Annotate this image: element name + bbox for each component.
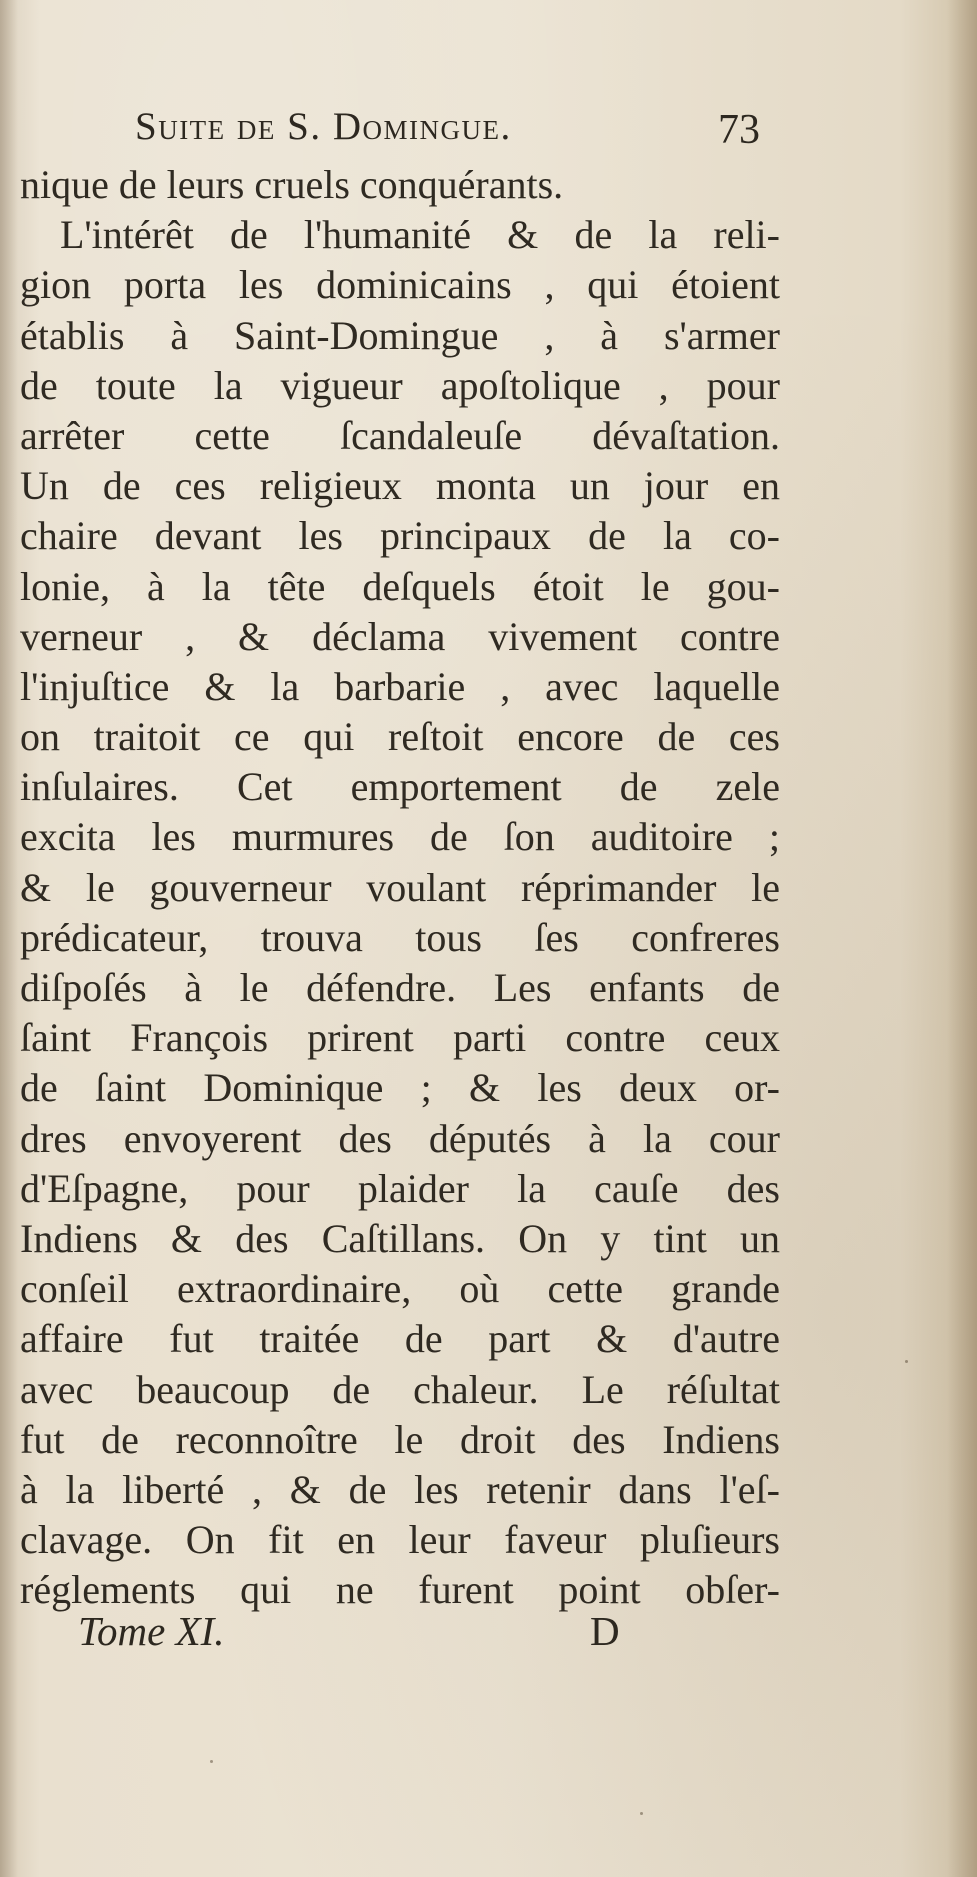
- text-line: Un de ces religieux monta un jour en: [20, 463, 780, 509]
- text-line: affaire fut traitée de part & d'autre: [20, 1316, 780, 1362]
- text-line: réglements qui ne furent point obſer-: [20, 1567, 780, 1613]
- text-line: diſpoſés à le défendre. Les enfants de: [20, 965, 780, 1010]
- text-line: on traitoit ce qui reſtoit encore de ces: [20, 714, 780, 760]
- signature-mark: D: [590, 1608, 620, 1654]
- paper-speck: [905, 1360, 908, 1363]
- text-line: inſulaires. Cet emportement de zele: [20, 764, 780, 810]
- body-text: [20, 160, 780, 1615]
- text-line: à la liberté , & de les retenir dans l'eſ-: [20, 1466, 780, 1512]
- text-line: établis à Saint-Domingue , à s'armer: [20, 312, 780, 358]
- text-line: l'injuſtice & la barbarie , avec laquelle: [20, 663, 780, 709]
- text-line: gion porta les dominicains , qui étoient: [20, 262, 780, 308]
- text-line: prédicateur, trouva tous ſes confreres: [20, 914, 780, 960]
- running-head: [0, 100, 977, 160]
- text-line: dres envoyerent des députés à la cour: [20, 1115, 780, 1161]
- text-line: L'intérêt de l'humanité & de la reli-: [60, 212, 780, 258]
- text-line: clavage. On fit en leur faveur pluſieurs: [20, 1517, 780, 1563]
- text-line: Indiens & des Caſtillans. On y tint un: [20, 1215, 780, 1261]
- page-number: 73: [718, 107, 760, 153]
- text-line: d'Eſpagne, pour plaider la cauſe des: [20, 1165, 780, 1211]
- running-head-title: Suite de S. Domingue.: [135, 105, 512, 148]
- page-footer: [0, 1607, 977, 1667]
- text-line: excita les murmures de ſon auditoire ;: [20, 814, 780, 860]
- gutter-shadow: [0, 0, 18, 1877]
- text-line: arrêter cette ſcandaleuſe dévaſtation.: [20, 412, 780, 458]
- paper-speck: [210, 1760, 213, 1763]
- text-line: avec beaucoup de chaleur. Le réſultat: [20, 1366, 780, 1412]
- text-line: & le gouverneur voulant réprimander le: [20, 864, 780, 910]
- text-line: de ſaint Dominique ; & les deux or-: [20, 1065, 780, 1111]
- text-line: conſeil extraordinaire, où cette grande: [20, 1266, 780, 1312]
- page-edge-shadow: [947, 0, 977, 1877]
- paper-speck: [640, 1812, 643, 1815]
- text-line: fut de reconnoître le droit des Indiens: [20, 1416, 780, 1462]
- volume-label: Tome XI.: [78, 1608, 225, 1654]
- text-line: nique de leurs cruels conquérants.: [20, 162, 564, 207]
- text-line: lonie, à la tête deſquels étoit le gou-: [20, 563, 780, 609]
- text-line: de toute la vigueur apoſtolique , pour: [20, 362, 780, 408]
- text-line: verneur , & déclama vivement contre: [20, 613, 780, 659]
- text-line: ſaint François prirent parti contre ceux: [20, 1015, 780, 1061]
- text-line: chaire devant les principaux de la co-: [20, 513, 780, 559]
